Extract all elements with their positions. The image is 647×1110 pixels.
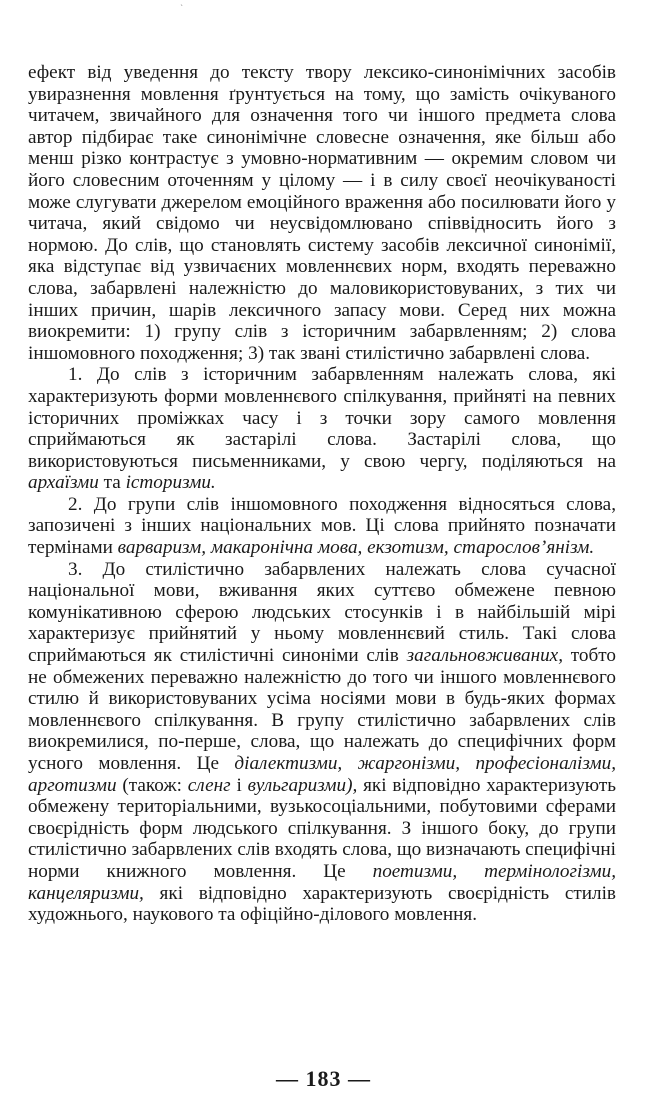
term-dialectisms-list: діалектизми, жаргонізми, професіоналізми, арготизми bbox=[28, 753, 617, 796]
text-segment: 2. До групи слів іншомовного походження відносяться слова, запозичені з інших національних мов. Ці слова прийнято позначати термінами bbox=[28, 493, 616, 559]
page-number: — 183 — bbox=[276, 1066, 371, 1091]
text-segment: 1. До слів з історичним забарвленням належать слова, які характеризують форми мовленнєвого спілкування, прийняті на певних історичних проміжках часу і з точки зору самого мовлення сприймаються як застарілі слова. Застарілі слова, що використовуються письменниками, у свою чергу, поділяються на bbox=[28, 364, 616, 472]
term-poetisms-list: поетизми, термінологізми, канцеляризми, bbox=[28, 860, 616, 904]
page-body bbox=[28, 62, 616, 926]
paragraph-stylistic bbox=[28, 559, 616, 926]
text-segment: які відповідно характеризують своєрідність стилів художнього, наукового та офіційно-ділового мовлення. bbox=[28, 882, 616, 926]
text-segment: та bbox=[98, 472, 126, 494]
scan-speck: ` bbox=[180, 4, 184, 13]
paragraph-intro bbox=[28, 62, 616, 364]
term-barbarisms-list: варваризм, макаронічна мова, екзотизм, старослов’янізм. bbox=[117, 537, 595, 559]
term-common-words: загальновживаних, bbox=[406, 645, 563, 667]
term-slang: сленг bbox=[187, 774, 231, 796]
text-segment: (також: bbox=[116, 774, 188, 796]
term-vulgarisms: вульгаризми), bbox=[247, 774, 358, 796]
text-segment: 3. До стилістично забарвлених належать слова сучасної національної мови, вживання яких суттєво обмежене певною комунікативною сферою людських стосунків і в найбільшій мірі характеризує прийнятий у ньому мовленнєвий стиль. Такі слова сприймаються як стилістичні синоніми слів bbox=[28, 558, 616, 667]
text-segment: які відповідно характеризують обмежену територіальними, вузькосоціальними, побутовими сферами своєрідність форм людського спілкування. З іншого боку, до групи стилістично забарвлених слів входять слова, що визначають специфічні норми книжного мовлення. Це bbox=[28, 774, 616, 882]
term-historisms: історизми. bbox=[125, 472, 216, 494]
text-segment: і bbox=[230, 774, 248, 796]
paragraph-intro-text: ефект від уведення до тексту твору лексико-синонімічних засобів увиразнення мовлення ґрунтується на тому, що замість очікуваного читачем, звичайного для означення того чи іншого предмета слова автор підбирає таке синонімічне словесне означення, яке більш або менш різко контрастує з умовно-нормативним — окремим словом чи його словесним оточенням у цілому — і в силу своєї неочікуваності може слугувати джерелом емоційного враження або посилювати його у читача, який свідомо чи неусвідомлювано співвідносить його з нормою. До слів, що становлять систему засобів лексичної синонімії, яка відступає від узвичаєних мовленнєвих норм, входять переважно слова, забарвлені належністю до маловикористовуваних, з тих чи інших причин, шарів лексичного запасу мови. Серед них можна виокремити: 1) групу слів з історичним забарвленням; 2) слова іншомовного походження; 3) так звані стилістично забарвлені слова. bbox=[28, 62, 616, 364]
paragraph-foreign-origin bbox=[28, 494, 616, 559]
text-segment: тобто не обмежених переважно належністю до того чи іншого мовленнєвого стилю й використовуваних усіма носіями мови в будь-яких формах мовленнєвого спілкування. В групу стилістично забарвлених слів виокремилися, по-перше, слова, що належать до специфічних форм усного мовлення. Це bbox=[28, 645, 616, 774]
term-archaisms: архаїзми bbox=[28, 472, 99, 494]
paragraph-historical bbox=[28, 364, 616, 494]
